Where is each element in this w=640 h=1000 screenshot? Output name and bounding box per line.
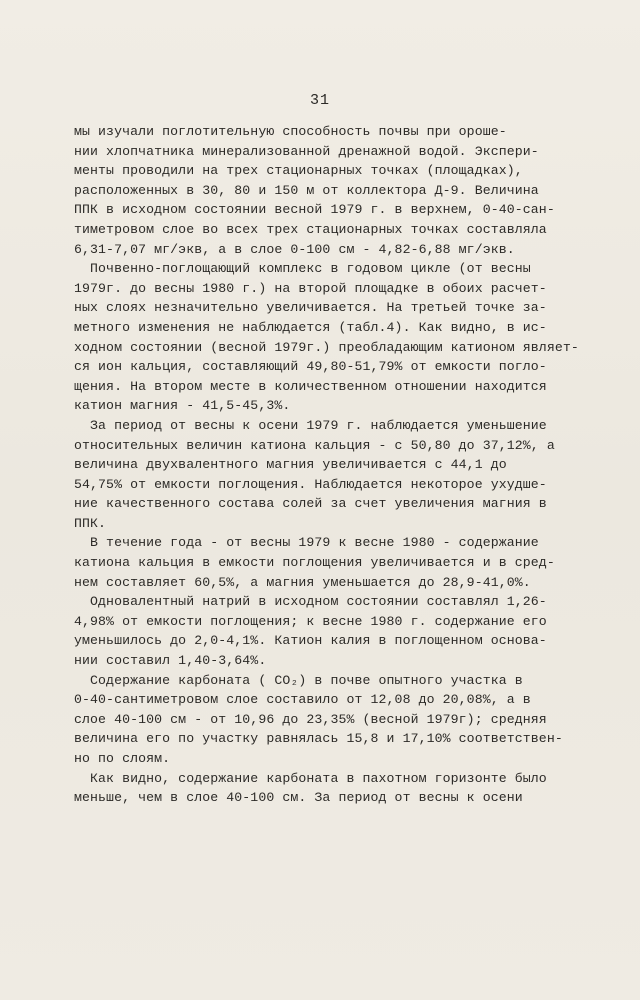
text-line: расположенных в 30, 80 и 150 м от коллектора Д-9. Величина — [74, 182, 539, 198]
text-line: ных слоях незначительно увеличивается. На третьей точке за- — [74, 300, 547, 316]
text-line: Содержание карбоната ( CO₂) в почве опытного участка в — [74, 672, 523, 688]
text-line: ся ион кальция, составляющий 49,80-51,79% от емкости погло- — [74, 359, 547, 375]
text-line: мы изучали поглотительную способность почвы при ороше- — [74, 124, 507, 139]
text-line: нии хлопчатника минерализованной дренажной водой. Экспери- — [74, 143, 539, 159]
text-line: 54,75% от емкости поглощения. Наблюдается некоторое ухудше- — [74, 476, 547, 492]
text-line: нии составил 1,40-3,64%. — [74, 653, 267, 669]
text-line: относительных величин катиона кальция - с 50,80 до 37,12%, а — [74, 437, 555, 453]
text-line: ние качественного состава солей за счет увеличения магния в — [74, 496, 547, 512]
text-line: катион магния - 41,5-45,3%. — [74, 398, 291, 414]
text-line: величина его по участку равнялась 15,8 и 17,10% соответствен- — [74, 731, 563, 747]
text-line: За период от весны к осени 1979 г. наблюдается уменьшение — [74, 417, 547, 433]
text-line: слое 40-100 см - от 10,96 до 23,35% (весной 1979г); средняя — [74, 711, 547, 727]
text-line: метного изменения не наблюдается (табл.4). Как видно, в ис- — [74, 319, 547, 335]
text-line: щения. На втором месте в количественном отношении находится — [74, 378, 547, 394]
text-line: но по слоям. — [74, 751, 171, 766]
text-line: ППК. — [74, 515, 107, 531]
text-line: ППК в исходном состоянии весной 1979 г. в верхнем, 0-40-сан- — [74, 202, 555, 218]
text-line: Почвенно-поглощающий комплекс в годовом цикле (от весны — [74, 261, 531, 277]
text-line: менты проводили на трех стационарных точках (площадках), — [74, 163, 523, 179]
text-line: уменьшилось до 2,0-4,1%. Катион калия в поглощенном основа- — [74, 633, 547, 649]
text-line: 4,98% от емкости поглощения; к весне 1980 г. содержание его — [74, 613, 547, 629]
text-line: 0-40-сантиметровом слое составило от 12,08 до 20,08%, а в — [74, 692, 531, 708]
page-number: 31 — [309, 92, 330, 109]
text-line: 1979г. до весны 1980 г.) на второй площадке в обоих расчет- — [74, 280, 547, 296]
body-text — [74, 122, 579, 808]
text-line: катиона кальция в емкости поглощения увеличивается и в сред- — [74, 555, 555, 571]
text-line: нем составляет 60,5%, а магния уменьшается до 28,9-41,0%. — [74, 574, 531, 590]
text-line: Одновалентный натрий в исходном состоянии составлял 1,26- — [74, 594, 547, 610]
text-line: ходном состоянии (весной 1979г.) преобладающим катионом являет- — [74, 339, 579, 355]
text-line: Как видно, содержание карбоната в пахотном горизонте было — [74, 770, 547, 786]
text-line: тиметровом слое во всех трех стационарных точках составляла — [74, 221, 547, 237]
text-line: В течение года - от весны 1979 к весне 1980 - содержание — [74, 535, 539, 551]
text-line: величина двухвалентного магния увеличивается с 44,1 до — [74, 457, 507, 473]
text-line: 6,31-7,07 мг/экв, а в слое 0-100 см - 4,82-6,88 мг/экв. — [74, 241, 515, 257]
text-line: меньше, чем в слое 40-100 см. За период от весны к осени — [74, 790, 523, 806]
